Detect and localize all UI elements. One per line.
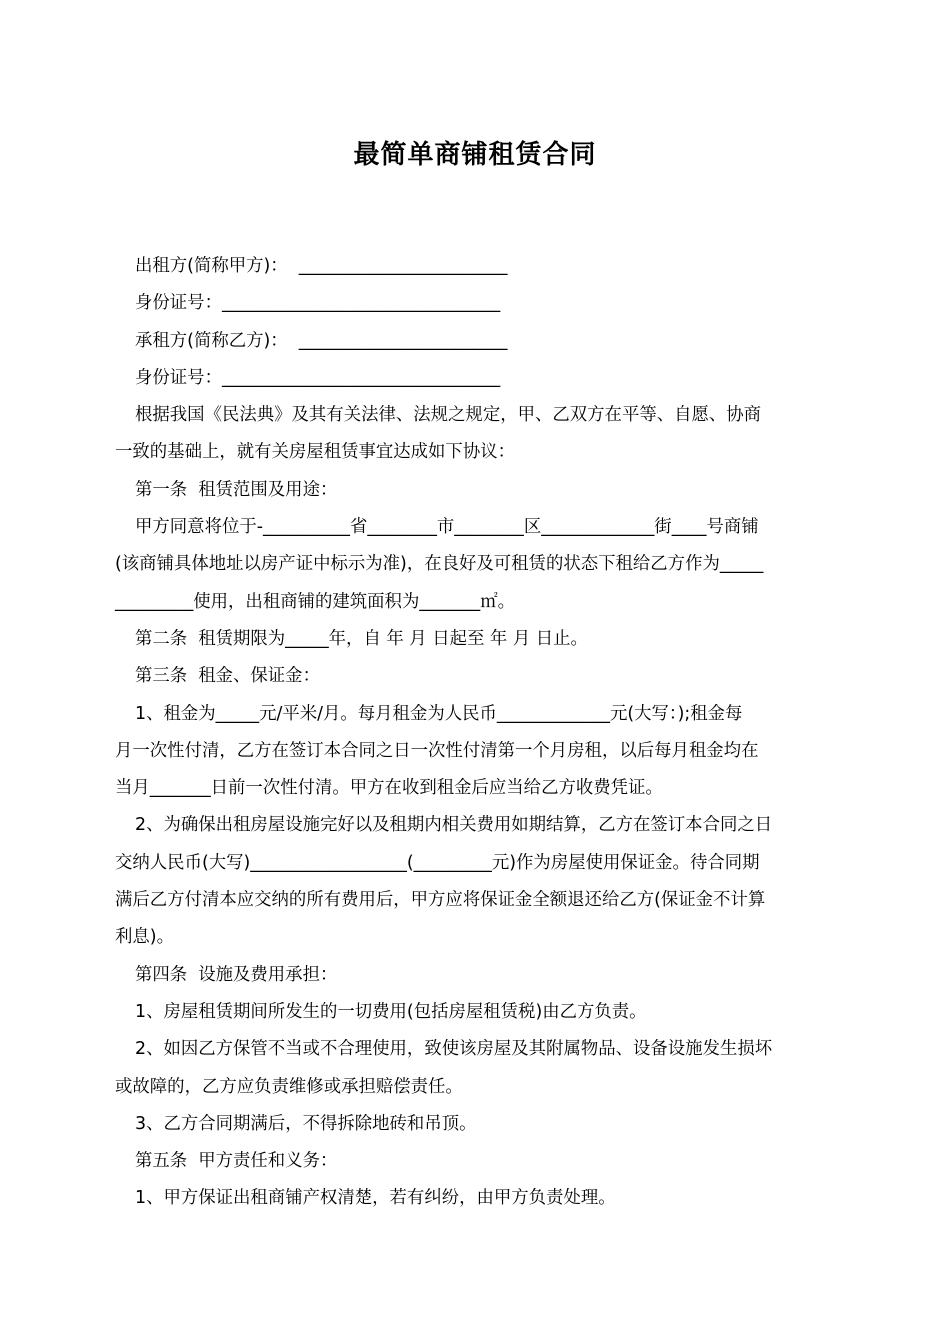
paragraph-line: _________使用，出租商铺的建筑面积为_______㎡。 [115,591,515,612]
article-heading: 第三条 租金、保证金： [135,666,320,687]
paragraph-line: 或故障的，乙方应负责维修或承担赔偿责任。 [115,1076,463,1097]
lessee-id-line: 身份证号：________________________________ [135,367,501,388]
paragraph-line: 利息)。 [115,927,174,948]
paragraph-line: 满后乙方付清本应交纳的所有费用后，甲方应将保证金全额退还给乙方(保证金不计算 [115,890,766,911]
article-heading: 第五条 甲方责任和义务： [135,1151,338,1172]
article-heading: 第二条 租赁期限为_____年，自 年 月 日起至 年 月 日止。 [135,628,588,649]
lessor-id-line: 身份证号：________________________________ [135,293,501,314]
paragraph-line: 1、甲方保证出租商铺产权清楚，若有纠纷，由甲方负责处理。 [135,1188,616,1209]
paragraph-line: 3、乙方合同期满后，不得拆除地砖和吊顶。 [135,1113,477,1134]
article-heading: 第一条 租赁范围及用途： [135,479,338,500]
paragraph-line: (该商铺具体地址以房产证中标示为准)，在良好及可租赁的状态下租给乙方作为_____ [115,554,764,575]
document-title: 最简单商铺租赁合同 [353,140,597,170]
document-body [115,248,835,1218]
paragraph-line: 2、为确保出租房屋设施完好以及租期内相关费用如期结算，乙方在签订本合同之日 [135,815,773,836]
paragraph-line: 1、租金为_____元/平米/月。每月租金为人民币_____________元(大写：);租金每 [135,703,743,724]
lessor-name-line: 出租方(简称甲方)： ________________________ [135,256,508,276]
paragraph-line: 甲方同意将位于-__________省________市________区_____________街____号商铺 [135,517,759,538]
paragraph-line: 2、如因乙方保管不当或不合理使用，致使该房屋及其附属物品、设备设施发生损坏 [135,1039,773,1060]
paragraph-line: 当月_______日前一次性付清。甲方在收到租金后应当给乙方收费凭证。 [115,778,663,799]
preamble-line: 一致的基础上，就有关房屋租赁事宜达成如下协议： [115,442,515,463]
preamble-line: 根据我国《民法典》及其有关法律、法规之规定，甲、乙双方在平等、自愿、协商 [135,405,762,426]
paragraph-line: 交纳人民币(大写)__________________(_________元)作为房屋使用保证金。待合同期 [115,852,760,873]
paragraph-line: 月一次性付清，乙方在签订本合同之日一次性付清第一个月房租，以后每月租金均在 [115,740,759,761]
lessee-name-line: 承租方(简称乙方)： ________________________ [135,330,508,351]
paragraph-line: 1、房屋租赁期间所发生的一切费用(包括房屋租赁税)由乙方负责。 [135,1001,647,1022]
article-heading: 第四条 设施及费用承担： [135,964,338,985]
